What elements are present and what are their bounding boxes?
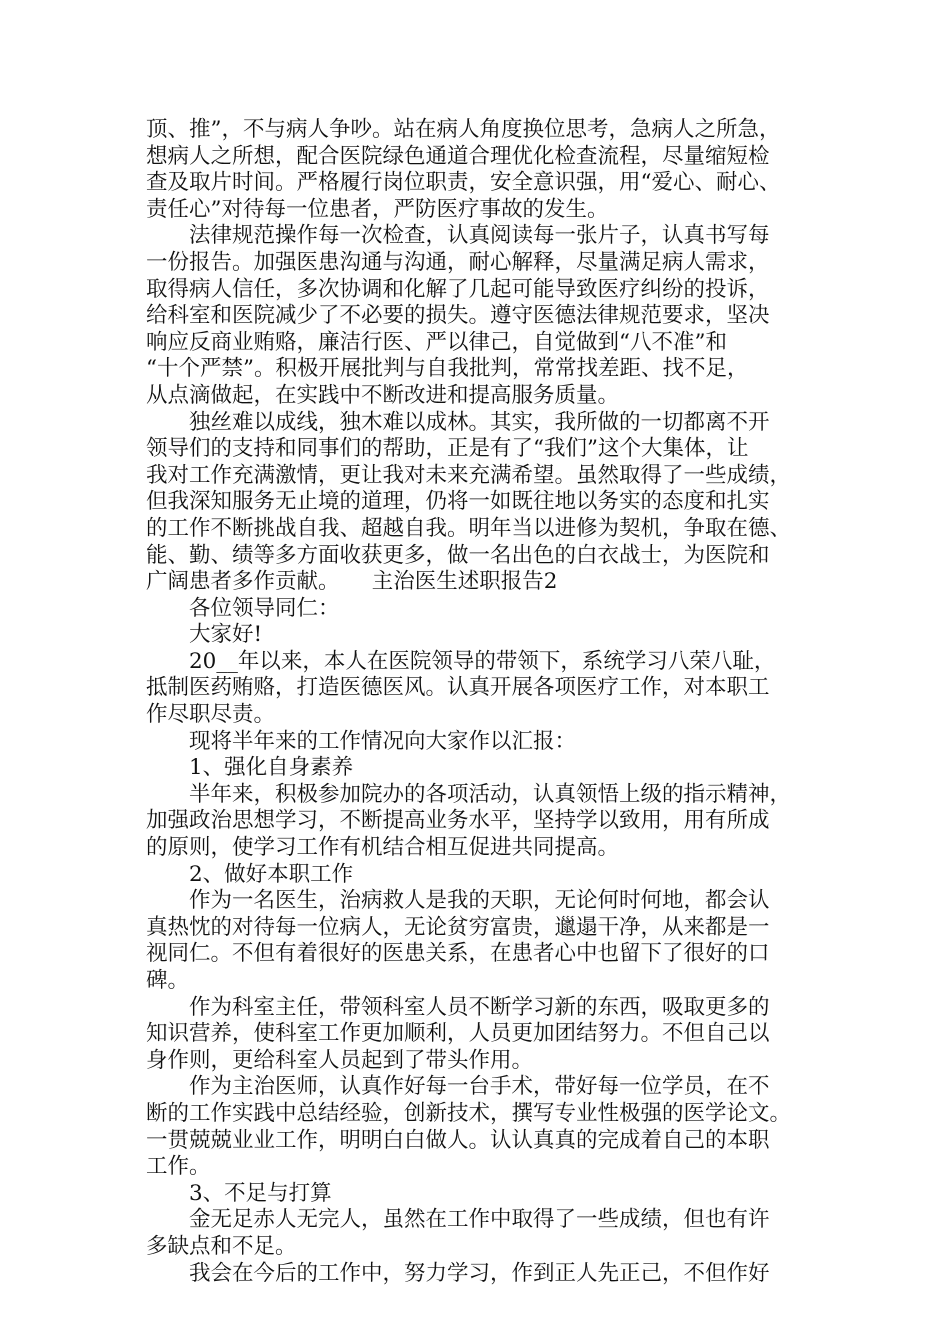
text-line: 独丝难以成线，独木难以成林。其实，我所做的一切都离不开: [189, 409, 770, 435]
text-line: 2、做好本职工作: [189, 861, 354, 887]
text-line: 但我深知服务无止境的道理，仍将一如既往地以务实的态度和扎实: [146, 489, 770, 515]
text-line: 现将半年来的工作情况向大家作以汇报：: [189, 728, 577, 754]
text-line: 大家好!: [189, 622, 263, 648]
text-line: 半年来，积极参加院办的各项活动，认真领悟上级的指示精神，: [189, 781, 792, 807]
text-line: 作尽职尽责。: [146, 702, 276, 728]
text-line: 响应反商业贿赂，廉洁行医、严以律己，自觉做到“八不准”和: [146, 329, 727, 355]
text-line: 从点滴做起，在实践中不断改进和提高服务质量。: [146, 382, 620, 408]
text-line: 顶、推”，不与病人争吵。站在病人角度换位思考，急病人之所急，: [146, 117, 781, 142]
text-line: 能、勤、绩等多方面收获更多，做一名出色的白衣战士，为医院和: [146, 542, 770, 568]
text-line: “十个严禁”。积极开展批判与自我批判，常常找差距、找不足，: [146, 356, 749, 382]
text-line: 1、强化自身素养: [189, 755, 354, 781]
text-line: 的原则，使学习工作有机结合相互促进共同提高。: [146, 835, 620, 861]
text-line: 加强政治思想学习，不断提高业务水平，坚持学以致用，用有所成: [146, 808, 770, 834]
text-line: 碑。: [146, 968, 190, 993]
text-line: 我会在今后的工作中，努力学习，作到正人先正己，不但作好: [189, 1260, 770, 1286]
text-line: 一贯兢兢业业工作，明明白白做人。认认真真的完成着自己的本职: [146, 1127, 770, 1153]
text-line: 作为主治医师，认真作好每一台手术，带好每一位学员，在不: [189, 1074, 770, 1100]
text-line: 广阔患者多作贡献。 主治医生述职报告2: [146, 569, 558, 595]
text-line: 我对工作充满激情，更让我对未来充满希望。虽然取得了一些成绩，: [146, 462, 792, 488]
text-line: 知识营养，使科室工作更加顺利，人员更加团结努力。不但自己以: [146, 1021, 770, 1047]
text-line: 身作则，更给科室人员起到了带头作用。: [146, 1047, 534, 1073]
text-line: 作为一名医生，治病救人是我的天职，无论何时何地，都会认: [189, 888, 770, 914]
text-line: 视同仁。不但有着很好的医患关系，在患者心中也留下了很好的口: [146, 941, 770, 967]
text-line: 金无足赤人无完人，虽然在工作中取得了一些成绩，但也有许: [189, 1207, 770, 1233]
text-line: 取得病人信任，多次协调和化解了几起可能导致医疗纠纷的投诉，: [146, 276, 770, 302]
text-line: 法律规范操作每一次检查，认真阅读每一张片子，认真书写每: [189, 223, 770, 249]
text-line: 一份报告。加强医患沟通与沟通，耐心解释，尽量满足病人需求，: [146, 249, 770, 275]
text-line: 多缺点和不足。: [146, 1233, 297, 1259]
text-line: 想病人之所想，配合医院绿色通道合理优化检查流程，尽量缩短检: [146, 143, 770, 169]
text-line: 3、不足与打算: [189, 1180, 332, 1206]
text-line: 断的工作实践中总结经验，创新技术，撰写专业性极强的医学论文。: [146, 1100, 792, 1126]
text-line: 抵制医药贿赂，打造医德医风。认真开展各项医疗工作，对本职工: [146, 675, 770, 701]
text-line: 责任心”对待每一位患者，严防医疗事故的发生。: [146, 196, 609, 222]
text-line: 领导们的支持和同事们的帮助，正是有了“我们”这个大集体，让: [146, 436, 749, 462]
text-line: 工作。: [146, 1154, 211, 1180]
document-body: [146, 117, 811, 1287]
text-line: 真热忱的对待每一位病人，无论贫穷富贵，邋遢干净，从来都是一: [146, 914, 770, 940]
text-line: 给科室和医院减少了不必要的损失。遵守医德法律规范要求，坚决: [146, 303, 770, 329]
text-line: 作为科室主任，带领科室人员不断学习新的东西，吸取更多的: [189, 994, 770, 1020]
text-line: 查及取片时间。严格履行岗位职责，安全意识强，用“爱心、耐心、: [146, 170, 781, 196]
text-line: 20__年以来，本人在医院领导的带领下，系统学习八荣八耻，: [189, 648, 776, 674]
text-line: 的工作不断挑战自我、超越自我。明年当以进修为契机，争取在德、: [146, 515, 792, 541]
text-line: 各位领导同仁：: [189, 595, 340, 621]
